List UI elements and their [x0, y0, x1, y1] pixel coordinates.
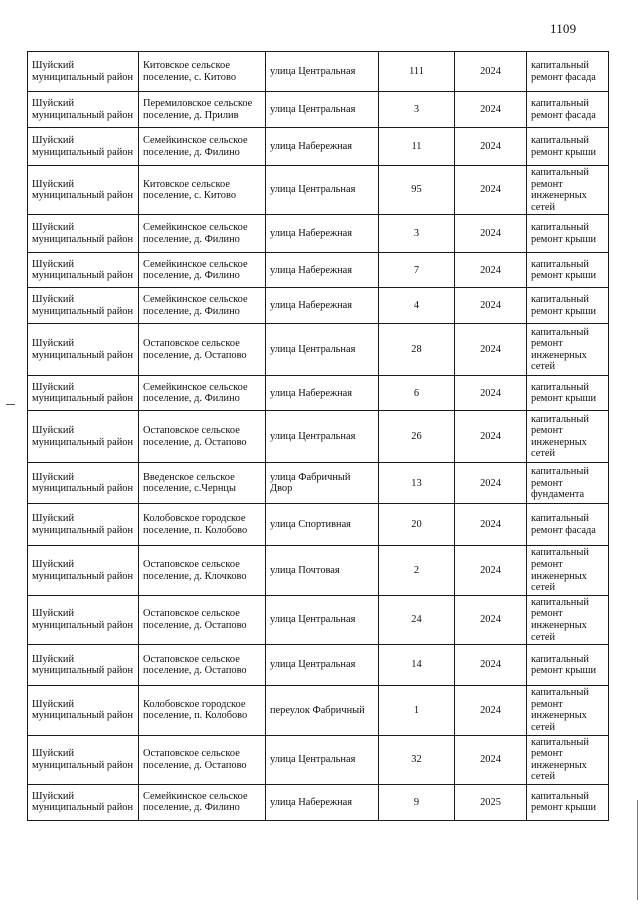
table-row	[28, 288, 609, 324]
district-cell: Шуйский муниципальный район	[28, 376, 139, 411]
house-number-cell: 9	[379, 784, 455, 820]
work-type-cell: капитальный ремонт крыши	[527, 645, 609, 686]
work-type-cell: капитальный ремонт фасада	[527, 92, 609, 128]
locality-cell: Семейкинское сельское поселение, д. Филино	[139, 215, 266, 253]
year-cell: 2025	[455, 784, 527, 820]
district-cell: Шуйский муниципальный район	[28, 288, 139, 324]
district-cell: Шуйский муниципальный район	[28, 546, 139, 595]
district-cell: Шуйский муниципальный район	[28, 463, 139, 504]
table-row	[28, 411, 609, 463]
year-cell: 2024	[455, 253, 527, 288]
scan-edge-line	[637, 800, 638, 900]
locality-cell: Колобовское городское поселение, п. Колобово	[139, 686, 266, 735]
work-type-cell: капитальный ремонт крыши	[527, 784, 609, 820]
house-number-cell: 4	[379, 288, 455, 324]
table-row	[28, 215, 609, 253]
work-type-cell: капитальный ремонт инженерных сетей	[527, 411, 609, 463]
work-type-cell: капитальный ремонт инженерных сетей	[527, 686, 609, 735]
house-number-cell: 3	[379, 215, 455, 253]
district-cell: Шуйский муниципальный район	[28, 128, 139, 166]
locality-cell: Семейкинское сельское поселение, д. Филино	[139, 128, 266, 166]
locality-cell: Остаповское сельское поселение, д. Остапово	[139, 735, 266, 784]
table-row	[28, 546, 609, 595]
house-number-cell: 6	[379, 376, 455, 411]
street-cell: улица Набережная	[266, 288, 379, 324]
street-cell: улица Набережная	[266, 376, 379, 411]
district-cell: Шуйский муниципальный район	[28, 595, 139, 644]
district-cell: Шуйский муниципальный район	[28, 504, 139, 546]
district-cell: Шуйский муниципальный район	[28, 645, 139, 686]
locality-cell: Введенское сельское поселение, с.Чернцы	[139, 463, 266, 504]
year-cell: 2024	[455, 735, 527, 784]
district-cell: Шуйский муниципальный район	[28, 166, 139, 215]
district-cell: Шуйский муниципальный район	[28, 52, 139, 92]
table-row	[28, 463, 609, 504]
margin-mark	[6, 404, 15, 405]
year-cell: 2024	[455, 128, 527, 166]
locality-cell: Остаповское сельское поселение, д. Клочково	[139, 546, 266, 595]
district-cell: Шуйский муниципальный район	[28, 253, 139, 288]
house-number-cell: 7	[379, 253, 455, 288]
year-cell: 2024	[455, 463, 527, 504]
table-row	[28, 735, 609, 784]
year-cell: 2024	[455, 52, 527, 92]
work-type-cell: капитальный ремонт инженерных сетей	[527, 595, 609, 644]
year-cell: 2024	[455, 92, 527, 128]
work-type-cell: капитальный ремонт инженерных сетей	[527, 324, 609, 376]
district-cell: Шуйский муниципальный район	[28, 411, 139, 463]
work-type-cell: капитальный ремонт крыши	[527, 288, 609, 324]
table-row	[28, 324, 609, 376]
repair-schedule-table	[27, 51, 609, 821]
district-cell: Шуйский муниципальный район	[28, 784, 139, 820]
locality-cell: Перемиловское сельское поселение, д. Прилив	[139, 92, 266, 128]
work-type-cell: капитальный ремонт инженерных сетей	[527, 546, 609, 595]
house-number-cell: 28	[379, 324, 455, 376]
district-cell: Шуйский муниципальный район	[28, 686, 139, 735]
district-cell: Шуйский муниципальный район	[28, 92, 139, 128]
locality-cell: Колобовское городское поселение, п. Колобово	[139, 504, 266, 546]
house-number-cell: 20	[379, 504, 455, 546]
locality-cell: Семейкинское сельское поселение, д. Филино	[139, 288, 266, 324]
page-number: 1109	[550, 21, 577, 36]
table-row	[28, 645, 609, 686]
locality-cell: Остаповское сельское поселение, д. Остапово	[139, 411, 266, 463]
district-cell: Шуйский муниципальный район	[28, 215, 139, 253]
street-cell: улица Центральная	[266, 735, 379, 784]
house-number-cell: 2	[379, 546, 455, 595]
house-number-cell: 13	[379, 463, 455, 504]
street-cell: улица Центральная	[266, 595, 379, 644]
year-cell: 2024	[455, 324, 527, 376]
house-number-cell: 26	[379, 411, 455, 463]
street-cell: переулок Фабричный	[266, 686, 379, 735]
work-type-cell: капитальный ремонт фасада	[527, 52, 609, 92]
work-type-cell: капитальный ремонт фундамента	[527, 463, 609, 504]
street-cell: улица Центральная	[266, 166, 379, 215]
street-cell: улица Центральная	[266, 411, 379, 463]
year-cell: 2024	[455, 546, 527, 595]
work-type-cell: капитальный ремонт крыши	[527, 376, 609, 411]
table-row	[28, 128, 609, 166]
house-number-cell: 3	[379, 92, 455, 128]
district-cell: Шуйский муниципальный район	[28, 735, 139, 784]
street-cell: улица Набережная	[266, 253, 379, 288]
house-number-cell: 32	[379, 735, 455, 784]
table-row	[28, 253, 609, 288]
locality-cell: Остаповское сельское поселение, д. Остапово	[139, 645, 266, 686]
table-row	[28, 595, 609, 644]
house-number-cell: 1	[379, 686, 455, 735]
table-row	[28, 52, 609, 92]
year-cell: 2024	[455, 411, 527, 463]
locality-cell: Семейкинское сельское поселение, д. Филино	[139, 376, 266, 411]
work-type-cell: капитальный ремонт крыши	[527, 253, 609, 288]
street-cell: улица Набережная	[266, 784, 379, 820]
year-cell: 2024	[455, 686, 527, 735]
street-cell: улица Центральная	[266, 324, 379, 376]
house-number-cell: 14	[379, 645, 455, 686]
street-cell: улица Фабричный Двор	[266, 463, 379, 504]
street-cell: улица Почтовая	[266, 546, 379, 595]
locality-cell: Китовское сельское поселение, с. Китово	[139, 52, 266, 92]
street-cell: улица Спортивная	[266, 504, 379, 546]
work-type-cell: капитальный ремонт фасада	[527, 504, 609, 546]
year-cell: 2024	[455, 288, 527, 324]
table-body	[28, 52, 609, 821]
table-row	[28, 92, 609, 128]
work-type-cell: капитальный ремонт инженерных сетей	[527, 735, 609, 784]
year-cell: 2024	[455, 376, 527, 411]
house-number-cell: 11	[379, 128, 455, 166]
table-row	[28, 784, 609, 820]
house-number-cell: 95	[379, 166, 455, 215]
year-cell: 2024	[455, 645, 527, 686]
locality-cell: Семейкинское сельское поселение, д. Филино	[139, 784, 266, 820]
street-cell: улица Центральная	[266, 645, 379, 686]
district-cell: Шуйский муниципальный район	[28, 324, 139, 376]
work-type-cell: капитальный ремонт крыши	[527, 215, 609, 253]
locality-cell: Остаповское сельское поселение, д. Остапово	[139, 324, 266, 376]
year-cell: 2024	[455, 595, 527, 644]
locality-cell: Китовское сельское поселение, с. Китово	[139, 166, 266, 215]
table-row	[28, 504, 609, 546]
work-type-cell: капитальный ремонт инженерных сетей	[527, 166, 609, 215]
street-cell: улица Центральная	[266, 52, 379, 92]
table-row	[28, 686, 609, 735]
street-cell: улица Центральная	[266, 92, 379, 128]
street-cell: улица Набережная	[266, 128, 379, 166]
table-row	[28, 376, 609, 411]
year-cell: 2024	[455, 504, 527, 546]
locality-cell: Остаповское сельское поселение, д. Остапово	[139, 595, 266, 644]
locality-cell: Семейкинское сельское поселение, д. Филино	[139, 253, 266, 288]
table-row	[28, 166, 609, 215]
year-cell: 2024	[455, 166, 527, 215]
house-number-cell: 111	[379, 52, 455, 92]
house-number-cell: 24	[379, 595, 455, 644]
street-cell: улица Набережная	[266, 215, 379, 253]
work-type-cell: капитальный ремонт крыши	[527, 128, 609, 166]
year-cell: 2024	[455, 215, 527, 253]
